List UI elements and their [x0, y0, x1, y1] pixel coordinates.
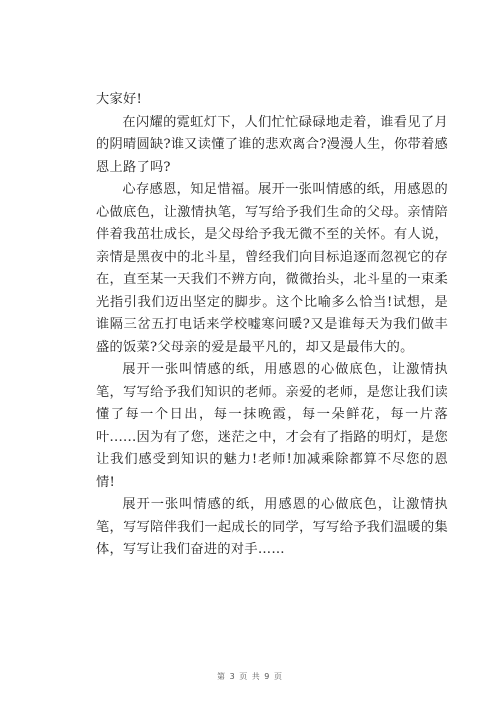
paragraph-3: 展开一张叫情感的纸，用感恩的心做底色，让激情执笔，写写给予我们知识的老师。亲爱的老师，是您让我们读懂了每一个日出，每一抹晚霞，每一朵鲜花，每一片落叶......因为有了您，迷茫之中，才会有了指路的明灯，是您让我们感受到知识的魅力!老师!加减乘除都算不尽您的恩情!: [96, 362, 448, 490]
paragraph-1: 在闪耀的霓虹灯下，人们忙忙碌碌地走着，谁看见了月的阴晴圆缺?谁又读懂了谁的悲欢离合?漫漫人生，你带着感恩上路了吗?: [96, 114, 448, 175]
paragraph-2: 心存感恩，知足惜福。展开一张叫情感的纸，用感恩的心做底色，让激情执笔，写写给予我们生命的父母。亲情陪伴着我茁壮成长，是父母给予我无微不至的关怀。有人说，亲情是黑夜中的北斗星，曾经我们向目标追逐而忽视它的存在，直至某一天我们不辨方向，微微抬头，北斗星的一束柔光指引我们迈出坚定的脚步。这个比喻多么恰当!试想，是谁隔三岔五打电话来学校嘘寒问暖?又是谁每天为我们做丰盛的饭菜?父母亲的爱是最平凡的，却又是最伟大的。: [96, 182, 448, 355]
paragraph-4: 展开一张叫情感的纸，用感恩的心做底色，让激情执笔，写写陪伴我们一起成长的同学，写写给予我们温暖的集体，写写让我们奋进的对手……: [96, 497, 448, 557]
document-body: [96, 89, 448, 562]
greeting-line: 大家好!: [96, 92, 143, 107]
page-number-footer: 第 3 页 共 9 页: [217, 672, 283, 681]
